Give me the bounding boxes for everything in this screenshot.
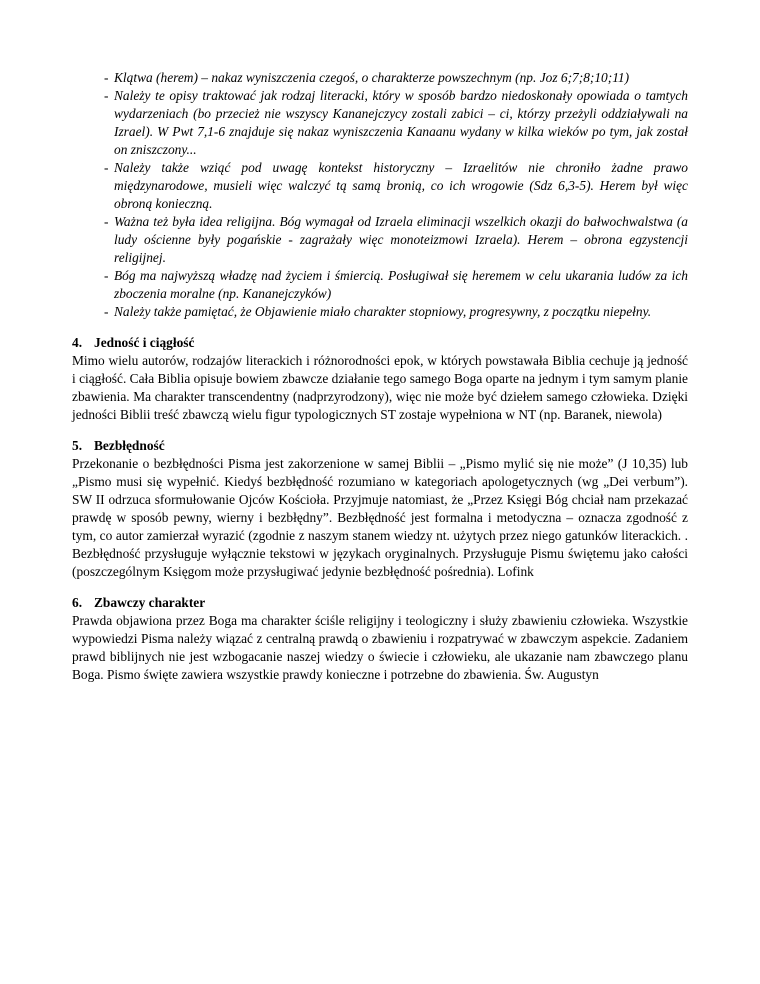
section-heading — [72, 594, 688, 612]
herem-bullet-list — [72, 69, 688, 321]
list-item-text: Ważna też była idea religijna. Bóg wymagał od Izraela eliminacji wszelkich okazji do bałwochwalstwa (a ludy ościenne były pogańskie - zagrażały więc monoteizmowi Izraela). Herem – obrona egzystencji religijnej. — [114, 214, 688, 265]
section-inerrancy — [72, 437, 688, 581]
list-item — [72, 159, 688, 213]
list-item — [72, 87, 688, 159]
section-body: Prawda objawiona przez Boga ma charakter ściśle religijny i teologiczny i służy zbawieniu człowieka. Wszystkie wypowiedzi Pisma należy wiązać z centralną prawdą o zbawieniu i rozpatrywać w zbawczym aspekcie. Zadaniem prawd biblijnych nie jest wzbogacanie naszej wiedzy o świecie i człowieku, ale ukazanie nam zbawczego planu Boga. Pismo święte zawiera wszystkie prawdy konieczne i potrzebne do zbawienia. Św. Augustyn — [72, 613, 688, 682]
list-item-text: Bóg ma najwyższą władzę nad życiem i śmiercią. Posługiwał się heremem w celu ukarania ludów za ich zboczenia moralne (np. Kananejczyków) — [114, 268, 688, 301]
section-number: 6. — [72, 595, 83, 610]
dash-bullet: - — [104, 160, 109, 175]
section-number: 5. — [72, 438, 83, 453]
list-item-text: Należy także pamiętać, że Objawienie miało charakter stopniowy, progresywny, z początku niepełny. — [114, 304, 652, 319]
dash-bullet: - — [104, 88, 109, 103]
dash-bullet: - — [104, 304, 109, 319]
list-item-text: Należy te opisy traktować jak rodzaj literacki, który w sposób bardzo niedoskonały opowiada o tamtych wydarzeniach (bo przecież nie wszyscy Kananejczycy zostali zabici – ci, którzy przeżyli oddziaływali na Izrael). W Pwt 7,1-6 znajduje się nakaz wyniszczenia Kanaanu wydany w kilka wieków po tym, jak został on zniszczony... — [114, 88, 688, 157]
dash-bullet: - — [104, 70, 109, 85]
list-item — [72, 213, 688, 267]
section-number: 4. — [72, 335, 83, 350]
section-salvific — [72, 594, 688, 684]
dash-bullet: - — [104, 268, 109, 283]
section-heading — [72, 334, 688, 352]
document-page — [72, 69, 688, 697]
list-item — [72, 69, 688, 87]
list-item-text: Należy także wziąć pod uwagę kontekst historyczny – Izraelitów nie chroniło żadne prawo międzynarodowe, musieli więc walczyć tą samą bronią, co ich wrogowie (Sdz 6,3-5). Herem był więc obroną konieczną. — [114, 160, 688, 211]
section-title: Bezbłędność — [94, 438, 165, 453]
section-body: Przekonanie o bezbłędności Pisma jest zakorzenione w samej Biblii – „Pismo mylić się nie może” (J 10,35) lub „Pismo musi się wypełnić. Kiedyś bezbłędność rozumiano w kategoriach apologetycznych (wg „Dei verbum”). SW II odrzuca sformułowanie Ojców Kościoła. Przyjmuje natomiast, że „Przez Księgi Bóg chciał nam przekazać prawdę w sposób pewny, wierny i bezbłędny”. Bezbłędność jest formalna i metodyczna – oznacza zgodność z tym, co autor zamierzał wyrazić (zgodnie z naszym stanem wiedzy nt. użytych przez niego gatunków literackich. . Bezbłędność przysługuje wyłącznie tekstowi w językach oryginalnych. Przysługuje Pismu świętemu jako całości (poszczególnym Księgom może przysługiwać jedynie bezbłędność pośrednia). Lofink — [72, 456, 688, 579]
section-body: Mimo wielu autorów, rodzajów literackich i różnorodności epok, w których powstawała Biblia cechuje ją jedność i ciągłość. Cała Biblia opisuje bowiem zbawcze działanie tego samego Boga oparte na jednym i tym samym planie zbawienia. Ma charakter transcendentny (nadprzyrodzony), więc nie może być dziełem samego człowieka. Dzięki jedności Biblii treść zbawczą wielu figur typologicznych ST zostaje wypełniona w NT (np. Baranek, niewola) — [72, 353, 688, 422]
section-title: Jedność i ciągłość — [94, 335, 195, 350]
section-heading — [72, 437, 688, 455]
section-title: Zbawczy charakter — [94, 595, 206, 610]
section-unity — [72, 334, 688, 424]
list-item-text: Klątwa (herem) – nakaz wyniszczenia czegoś, o charakterze powszechnym (np. Joz 6;7;8;10;11) — [114, 70, 630, 85]
list-item — [72, 303, 688, 321]
dash-bullet: - — [104, 214, 109, 229]
list-item — [72, 267, 688, 303]
